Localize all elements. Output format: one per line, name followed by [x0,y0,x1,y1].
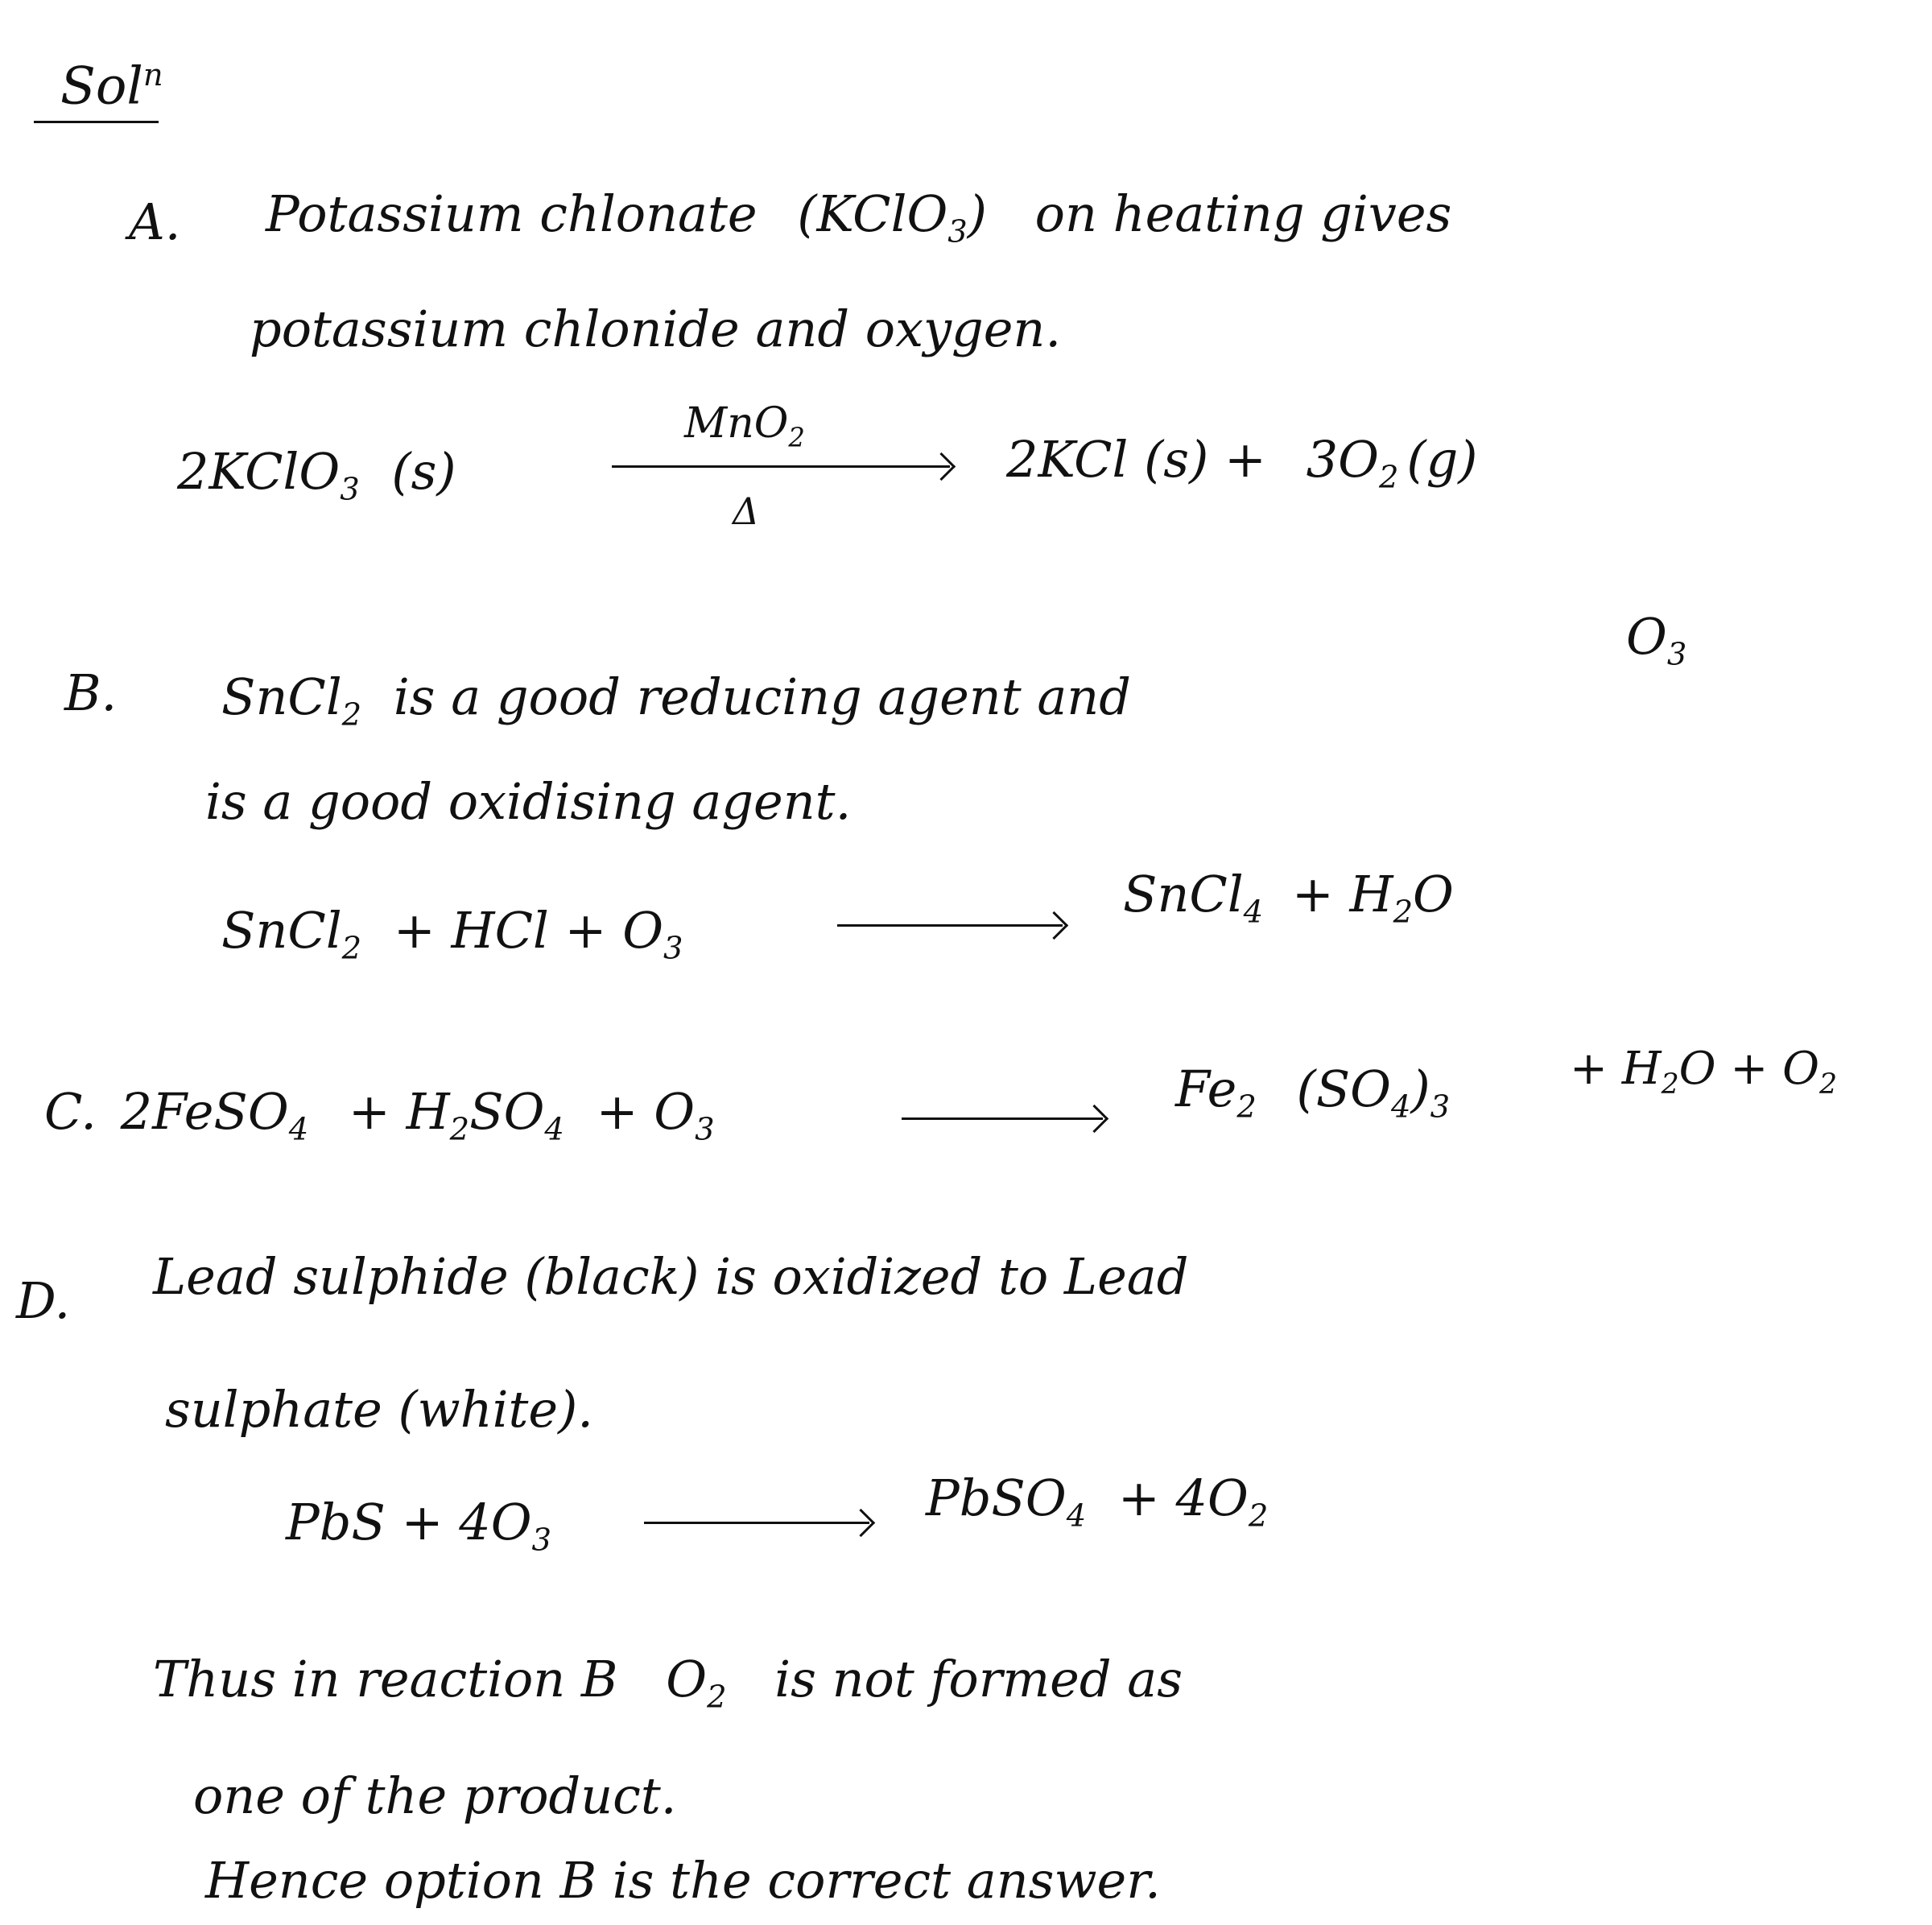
part-c-eq-right-paren-close: ) [1410,1060,1430,1118]
part-a-formula-sub: 3 [947,213,968,250]
part-b-eq-left [221,901,683,967]
part-a-line1 [266,184,1452,250]
part-b-eq-right [1123,865,1454,931]
heading-superscript: n [142,57,163,93]
part-a-catalyst-sub: 2 [788,422,805,453]
heading-underline [34,121,159,123]
part-b-eq-right-formula: SnCl [1123,865,1244,923]
part-d-eq-right [926,1469,1269,1535]
part-b-sncl2-formula: SnCl [221,667,342,726]
part-c-eq-left [44,1082,715,1148]
conclusion-line3: Hence option B is the correct answer. [205,1851,1161,1910]
part-b-sncl2 [221,667,362,733]
part-d-eq-right-rest-sub: 2 [1248,1497,1269,1535]
part-c-eq-left-sub: 4 [288,1111,309,1148]
part-c-eq-tail-h2: + H [1570,1043,1662,1095]
part-b-o3 [1626,607,1687,673]
part-b-eq-left-sub: 2 [341,930,362,967]
part-c-eq-right-paren: (SO [1296,1060,1391,1118]
part-b-eq-right-end: O [1413,865,1454,923]
part-c-reaction-arrow [902,1117,1103,1120]
part-c-marker: C. [44,1082,97,1141]
part-b-marker: B. [64,663,118,722]
part-b-eq-right-rest-sub: 2 [1393,894,1414,931]
part-b-eq-left-rest-sub: 3 [663,930,683,967]
part-b-line2: is a good oxidising agent. [205,772,852,831]
part-a-line1-pre: Potassium chlonate [266,184,758,243]
part-a-line2: potassium chlonide and oxygen. [250,299,1062,358]
part-d-reaction-arrow [644,1522,869,1524]
part-a-eq-catalyst [684,399,805,453]
part-d-eq-left [286,1493,551,1559]
part-c-eq-left-mid2-sub: 4 [544,1111,564,1148]
part-d-eq-right-rest: + 4O [1117,1469,1249,1527]
part-a-eq-reactant [177,442,456,508]
part-a-formula-open: (KClO [797,184,948,243]
part-c-eq-left-end: + O [596,1082,696,1141]
conclusion-o2 [666,1650,727,1716]
conclusion-o2-formula: O [666,1650,708,1708]
part-d-eq-left-sub: 3 [531,1522,551,1559]
part-b-sncl2-sub: 2 [341,696,362,733]
part-c-eq-right-paren-close-sub: 3 [1430,1088,1451,1126]
part-a-eq-reactant-state: (s) [391,442,456,501]
part-a-line1-post: on heating gives [1034,184,1452,243]
part-c-eq-tail-h2-sub: 2 [1661,1068,1679,1101]
part-a-reaction-arrow [612,465,950,468]
part-b-eq-right-rest: + H [1291,865,1393,923]
part-d-line1: Lead sulphide (black) is oxidized to Lead [153,1247,1189,1306]
part-b-o3-sub: 3 [1666,636,1687,673]
part-a-product2 [1306,430,1478,496]
part-a-product2-formula: 3O [1306,430,1379,489]
part-a-marker: A. [129,192,181,251]
part-d-eq-right-sub: 4 [1066,1497,1087,1535]
part-c-eq-left-mid: + H [348,1082,450,1141]
part-a-catalyst-formula: MnO [684,399,789,448]
part-a-product2-sub: 2 [1378,459,1399,496]
part-a-formula [797,184,987,250]
conclusion-line2: one of the product. [193,1766,677,1825]
part-c-eq-right-formula: Fe [1175,1060,1237,1118]
part-b-eq-left-formula: SnCl [221,901,342,960]
part-c-eq-left-formula: 2FeSO [120,1082,289,1141]
part-c-eq-right-paren-sub: 4 [1391,1088,1411,1126]
part-d-eq-left-formula: PbS + 4O [286,1493,532,1551]
part-b-line1 [221,667,1131,733]
part-c-eq-left-mid2: SO [469,1082,545,1141]
conclusion-o2-sub: 2 [707,1679,727,1716]
heading-text: Sol [60,56,143,117]
part-c-eq-right [1175,1060,1451,1126]
solution-heading [60,56,163,117]
conclusion-line1-c: is not formed as [774,1650,1183,1708]
conclusion-line1 [153,1650,1183,1716]
part-c-eq-left-mid-sub: 2 [449,1111,470,1148]
part-c-eq-right-sub: 2 [1236,1088,1257,1126]
part-c-eq-tail-o-sub: 2 [1819,1068,1838,1101]
part-c-eq-left-end-sub: 3 [695,1111,715,1148]
part-a-eq-reactant-formula: 2KClO [177,442,341,501]
part-a-eq-condition: Δ [733,490,760,533]
part-b-o3-formula: O [1626,607,1667,666]
part-b-reaction-arrow [837,924,1063,927]
part-b-line1-text: is a good reducing agent and [393,667,1131,726]
part-c-eq-tail-o: O + O [1678,1043,1819,1095]
part-a-formula-close: ) [967,184,987,243]
part-d-eq-right-formula: PbSO [926,1469,1067,1527]
part-a-product1: 2KCl (s) + [1006,430,1266,489]
part-a-eq-reactant-sub: 3 [340,471,360,508]
part-d-line2: sulphate (white). [165,1380,593,1439]
part-c-eq-tail [1570,1043,1838,1101]
part-a-eq-products [1006,430,1478,496]
part-b-eq-left-rest: + HCl + O [393,901,664,960]
conclusion-line1-a: Thus in reaction B [153,1650,618,1708]
part-d-marker: D. [16,1271,71,1330]
part-b-eq-right-sub: 4 [1243,894,1264,931]
part-a-product2-state: (g) [1406,430,1478,489]
